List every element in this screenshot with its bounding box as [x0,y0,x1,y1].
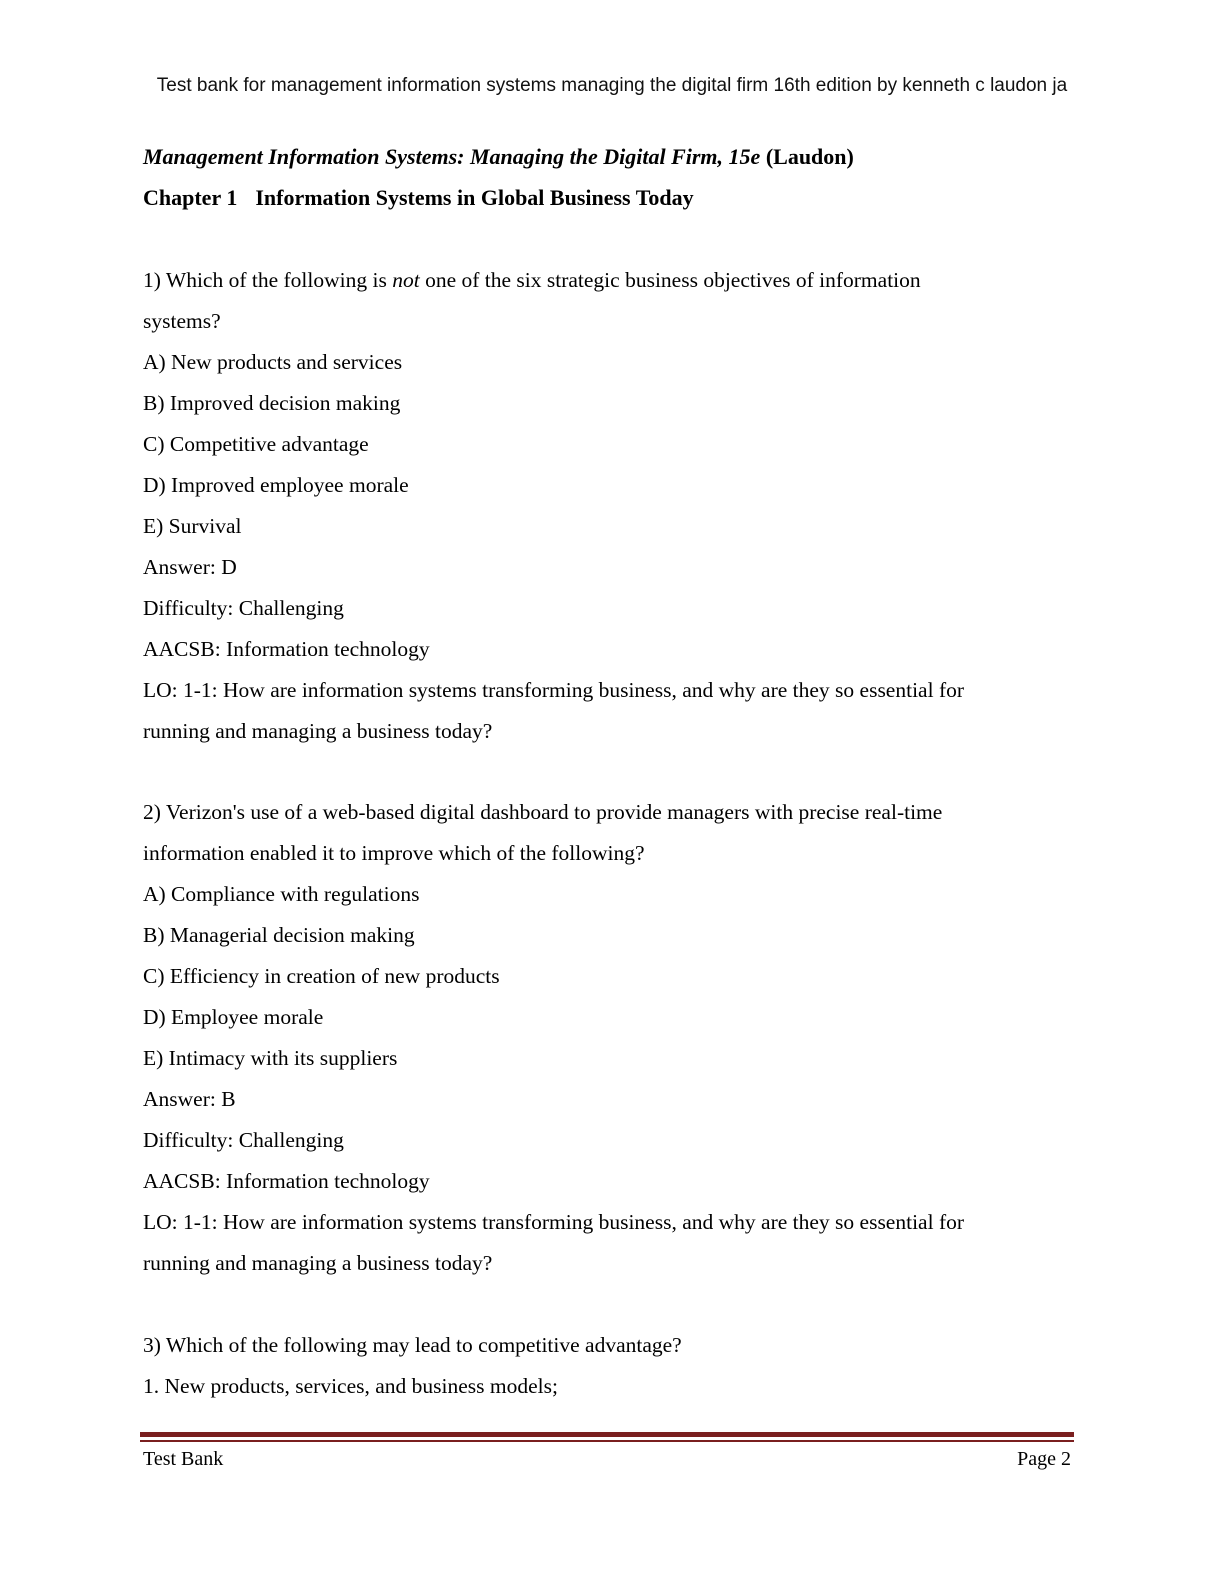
question-2-option-d: D) Employee morale [143,1005,324,1029]
question-2-option-c: C) Efficiency in creation of new products [143,964,500,988]
book-author: (Laudon) [765,144,854,169]
question-1-lo-cont: running and managing a business today? [143,719,493,743]
emphasis-not: not [392,268,420,292]
footer-label: Test Bank [143,1448,224,1470]
question-2-option-b: B) Managerial decision making [143,923,415,947]
question-2-option-e: E) Intimacy with its suppliers [143,1046,398,1070]
question-2-lo-cont: running and managing a business today? [143,1251,493,1275]
chapter-title [143,184,694,212]
question-1-aacsb: AACSB: Information technology [143,637,430,661]
question-1-option-a: A) New products and services [143,350,403,374]
question-2-option-a: A) Compliance with regulations [143,882,420,906]
question-2-stem: 2) Verizon's use of a web-based digital dashboard to provide managers with precise real-time [143,800,943,824]
question-3-stem: 3) Which of the following may lead to competitive advantage? [143,1333,682,1357]
page-header: Test bank for management information systems managing the digital firm 16th edition by kenneth c laudon ja [156,75,1068,96]
question-2-answer: Answer: B [143,1087,236,1111]
question-2-lo: LO: 1-1: How are information systems transforming business, and why are they so essential for [143,1210,965,1234]
question-1-option-c: C) Competitive advantage [143,432,369,456]
book-title [143,143,854,171]
footer-rule-thin [140,1440,1074,1442]
page-number: Page 2 [1017,1448,1071,1470]
question-1-option-e: E) Survival [143,514,242,538]
chapter-name: Information Systems in Global Business Today [255,185,694,210]
question-2-aacsb: AACSB: Information technology [143,1169,430,1193]
question-2-stem-cont: information enabled it to improve which of the following? [143,841,645,865]
question-1-difficulty: Difficulty: Challenging [143,596,344,620]
footer-rule-thick [140,1432,1074,1437]
chapter-number: Chapter 1 [143,185,238,210]
question-2-difficulty: Difficulty: Challenging [143,1128,344,1152]
question-1-stem: 1) Which of the following is not one of the six strategic business objectives of information [143,268,921,292]
question-3-item-1: 1. New products, services, and business models; [143,1374,558,1398]
question-1-option-d: D) Improved employee morale [143,473,409,497]
question-1-stem-cont: systems? [143,309,221,333]
question-1-answer: Answer: D [143,555,237,579]
question-1-lo: LO: 1-1: How are information systems transforming business, and why are they so essential for [143,678,965,702]
book-title-italic: Management Information Systems: Managing the Digital Firm, 15e [143,144,761,169]
question-1-option-b: B) Improved decision making [143,391,401,415]
